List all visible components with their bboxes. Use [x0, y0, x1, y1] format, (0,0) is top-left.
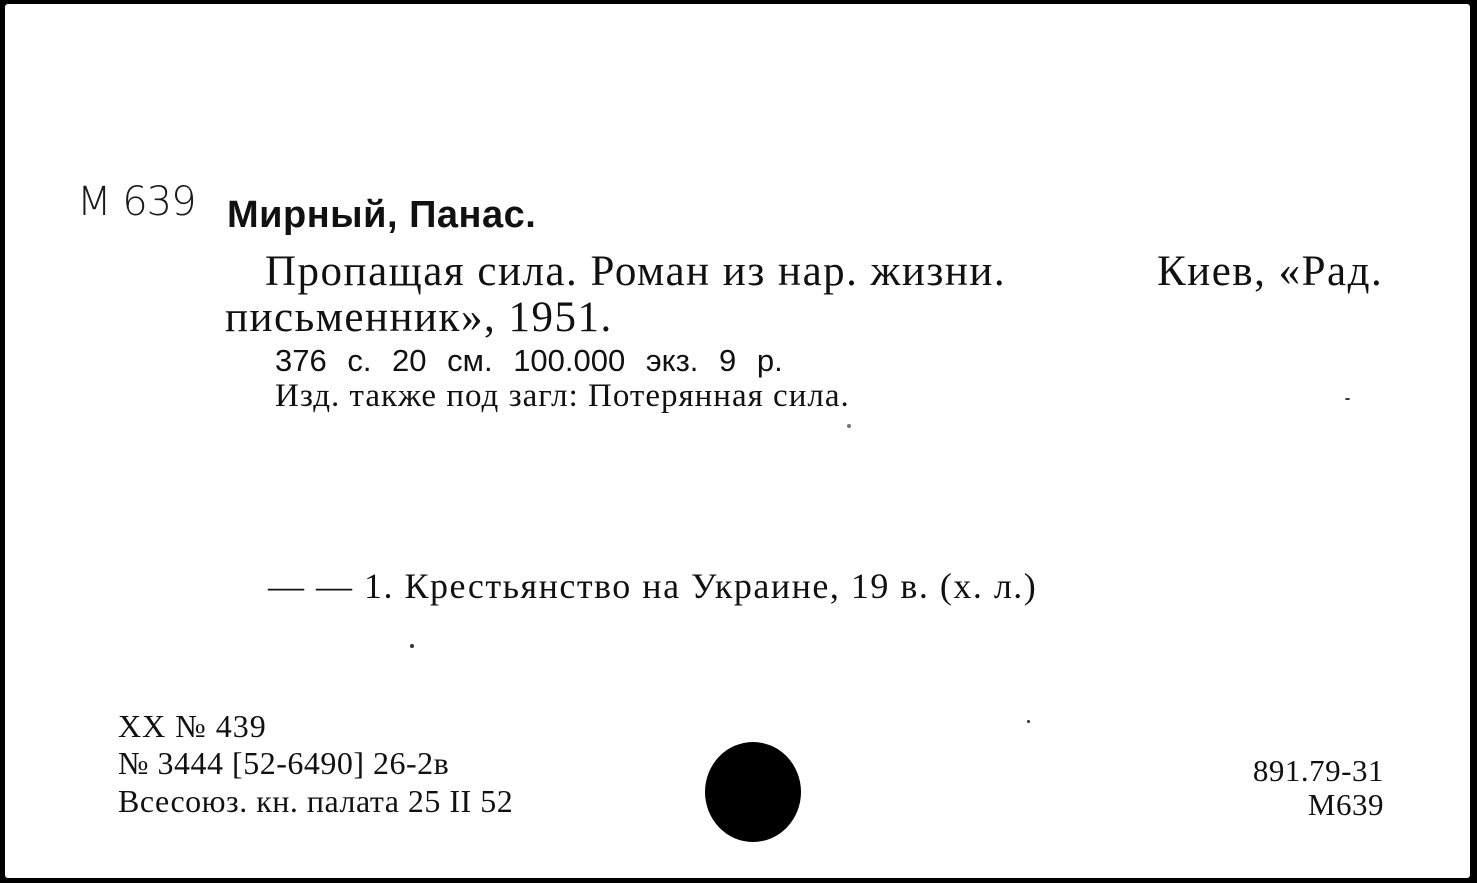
title-line-2: письменник», 1951. [225, 294, 613, 341]
physical-description: 376 с. 20 см. 100.000 экз. 9 р. [275, 343, 783, 378]
ink-speck [1345, 398, 1350, 400]
ink-speck [847, 424, 851, 428]
handwritten-call-number: М 639 [77, 179, 196, 225]
ink-speck [1027, 720, 1030, 723]
catalog-card [5, 4, 1470, 878]
footer-publisher: Всесоюз. кн. палата 25 II 52 [118, 783, 514, 819]
title-line-1: Пропащая сила. Роман из нар. жизни. [265, 248, 1007, 295]
footer-series-number: XX № 439 [118, 708, 267, 744]
edition-note: Изд. также под загл: Потерянная сила. [275, 378, 850, 414]
classification-number: 891.79-31 [1252, 753, 1384, 788]
footer-order-number: № 3444 [52-6490] 26-2в [118, 745, 450, 781]
punch-hole [705, 742, 801, 842]
author-heading: Мирный, Панас. [227, 194, 537, 236]
shelf-mark: М639 [1307, 787, 1384, 822]
ink-speck [410, 644, 414, 648]
title-place: Киев, «Рад. [1157, 248, 1384, 295]
subject-heading: — — 1. Крестьянство на Украине, 19 в. (х. л.) [268, 566, 1038, 606]
